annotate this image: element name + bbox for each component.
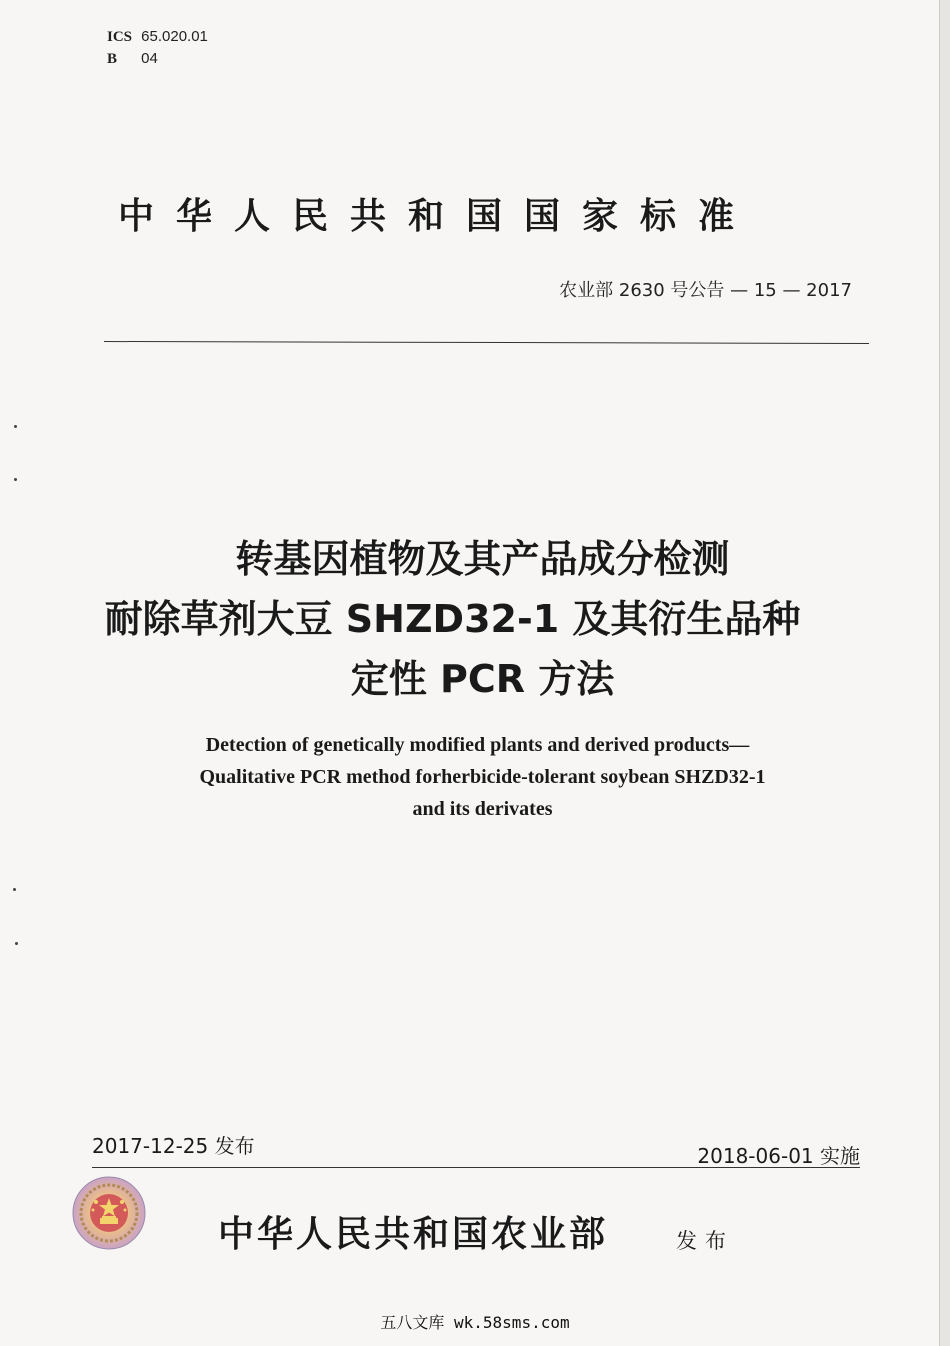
title-en-line2: Qualitative PCR method forherbicide-tolerant soybean SHZD32-1 (199, 766, 766, 788)
ccs-label: B (107, 51, 118, 67)
national-emblem-icon (72, 1176, 146, 1250)
publisher-action: 发布 (676, 1229, 734, 1253)
title-zh-line1: 转基因植物及其产品成分检测 (235, 537, 730, 581)
standard-title: 中华人民共和国国家标准 (118, 196, 757, 237)
classification-codes (107, 26, 208, 70)
implementation-date: 2018-06-01 实施 (697, 1144, 860, 1168)
site-watermark: 五八文库 wk.58sms.com (380, 1313, 570, 1332)
ccs-value: 04 (141, 50, 158, 67)
document-number: 农业部 2630 号公告 — 15 — 2017 (559, 280, 852, 301)
title-en-line1: Detection of genetically modified plants and derived products— (205, 734, 750, 756)
scan-speck (15, 942, 18, 945)
title-zh-line3: 定性 PCR 方法 (350, 657, 615, 701)
ics-label: ICS (107, 29, 133, 45)
issue-date: 2017-12-25 发布 (92, 1134, 255, 1158)
title-zh-line2: 耐除草剂大豆 SHZD32-1 及其衍生品种 (104, 597, 801, 641)
scan-speck (13, 888, 16, 891)
title-en-line3: and its derivates (412, 798, 553, 820)
ccs-row (107, 48, 208, 70)
scan-speck (14, 425, 17, 428)
publisher-name: 中华人民共和国农业部 (218, 1213, 609, 1255)
bottom-divider (92, 1167, 860, 1168)
top-divider (104, 341, 869, 344)
ics-row (107, 26, 208, 48)
scan-speck (14, 478, 17, 481)
ics-value: 65.020.01 (141, 28, 208, 45)
